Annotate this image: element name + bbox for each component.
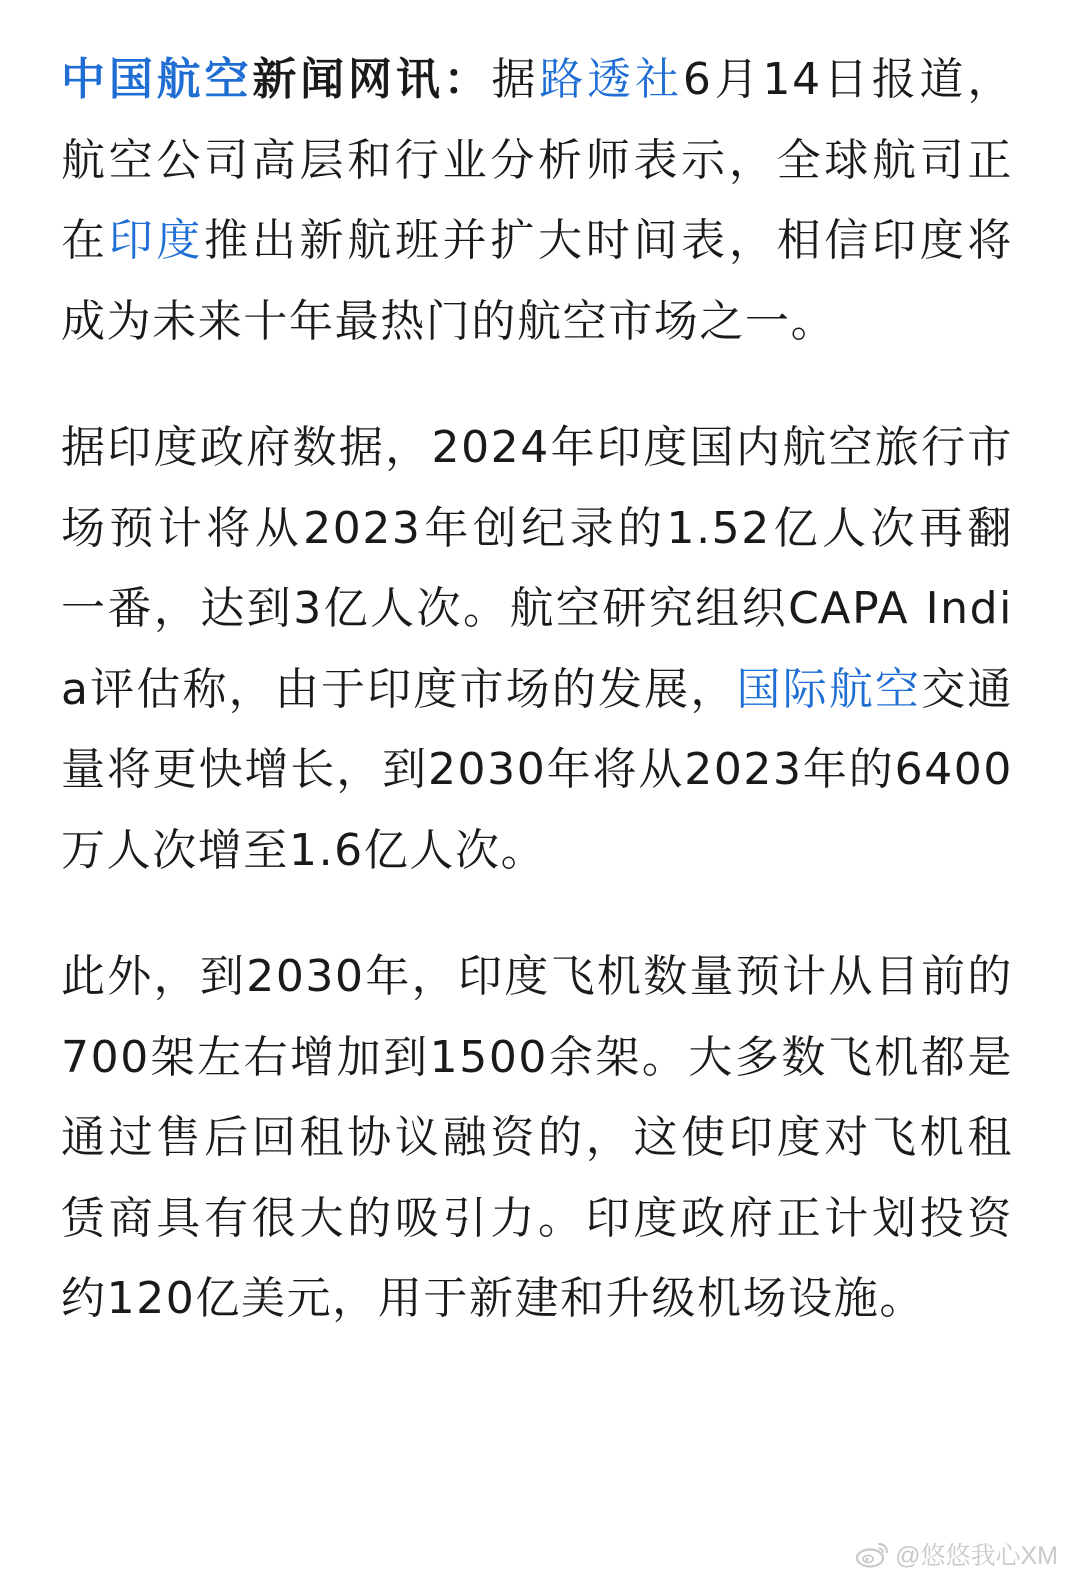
text-segment: 此外，到2030年，印度飞机数量预计从目前的700架左右增加到1500余架。大多数飞机都是通过售后回租协议融资的，这使印度对飞机租赁商具有很大的吸引力。印度政府正计划投资约120亿美元，用于新建和升级机场设施。 — [61, 951, 1013, 1324]
text-segment: 推出新航班并扩大时间表，相信印度将成为未来十年最热门的航空市场之一。 — [61, 215, 1014, 347]
link-india[interactable]: 印度 — [108, 215, 205, 266]
link-reuters[interactable]: 路透社 — [539, 54, 683, 105]
text-segment: 据 — [491, 54, 540, 105]
weibo-icon — [855, 1540, 891, 1568]
paragraph-1 — [61, 40, 1013, 362]
link-international-aviation[interactable]: 国际航空 — [736, 663, 922, 715]
text-segment: 据印度政府数据，2024年印度国内航空旅行市场预计将从2023年创纪录的1.52亿人次再翻一番，达到3亿人次。航空研究组织CAPA India评估称，由于印度市场的发展， — [61, 422, 1013, 715]
news-source-label: 新闻网讯： — [252, 54, 492, 105]
article-body — [61, 40, 1013, 1340]
paragraph-2 — [61, 408, 1013, 891]
text-segment: 交通量将更快增长，到2030年将从2023年的6400万人次增至1.6亿人次。 — [61, 663, 1013, 876]
watermark-text: @悠悠我心XM — [895, 1542, 1058, 1570]
text-segment: 6月14日报道，航空公司高层和行业分析师表示，全球航司正在 — [61, 54, 1013, 266]
link-china-aviation[interactable]: 中国航空 — [61, 54, 253, 105]
paragraph-3 — [61, 937, 1013, 1340]
watermark — [855, 1536, 1058, 1572]
